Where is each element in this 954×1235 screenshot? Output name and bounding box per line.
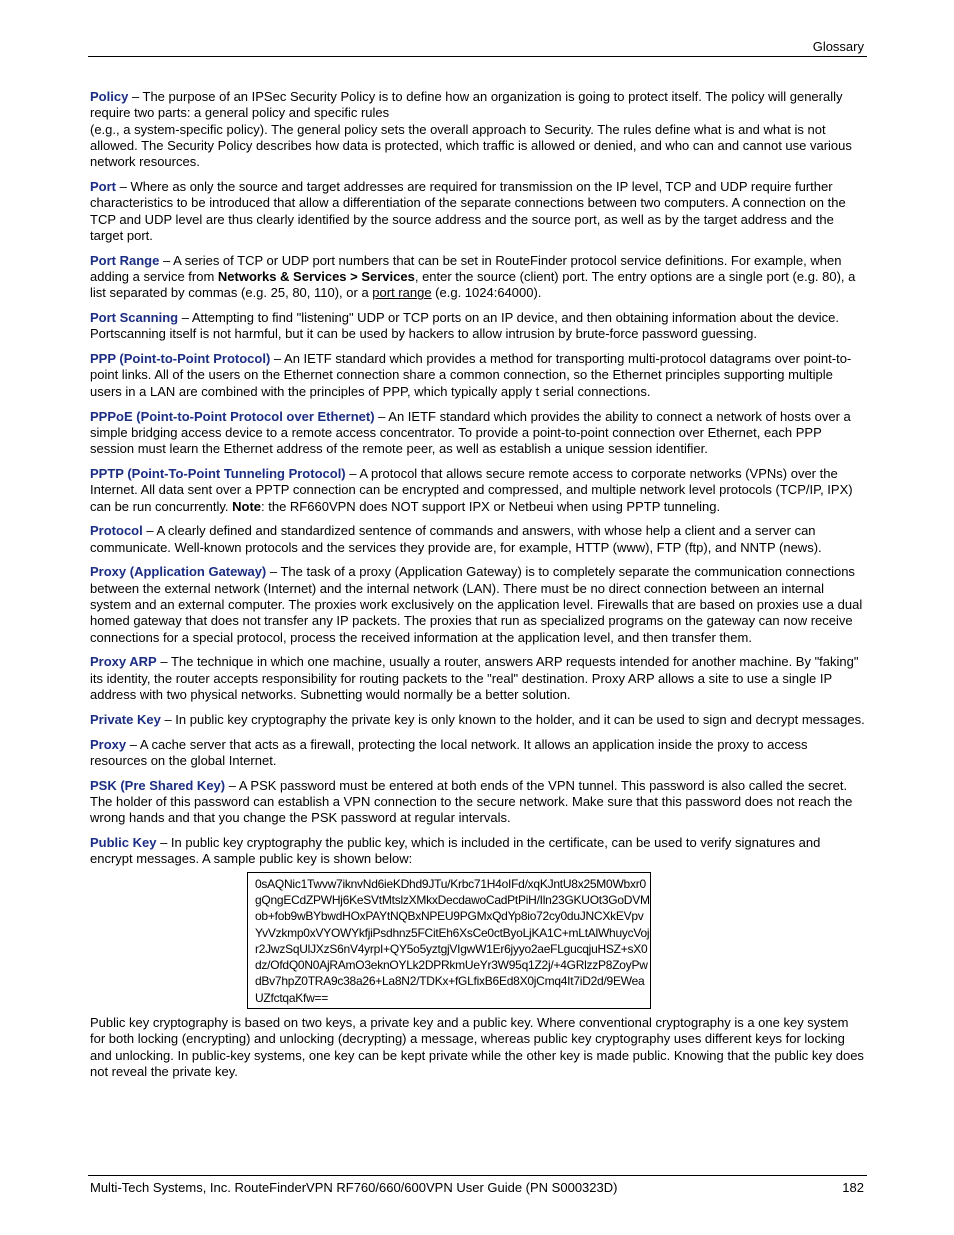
term-ppp: PPP (Point-to-Point Protocol) — [90, 351, 271, 367]
definition-text: – Where as only the source and target addresses are required for transmission on the IP level, TCP and UDP require further characteristics to be introduced that allow a differentiation of the separate connections between two computers. A connection on the TCP and UDP level are thus clearly identified by the source address and the source port, as well as by the target address and the target port. — [90, 178, 846, 243]
term-pppoe: PPPoE (Point-to-Point Protocol over Ethernet) — [90, 408, 375, 424]
key-line: UZfctqaKfw== — [255, 990, 329, 1005]
page-number: 182 — [842, 1180, 864, 1195]
term-port-scanning: Port Scanning — [90, 310, 179, 326]
entry-ppp — [90, 351, 866, 400]
key-line: r2JwzSqUlJXzS6nV4yrpI+QY5o5yztgjVIgwW1Er6jyyo2aeFLgucqjuHSZ+sX0 — [255, 941, 648, 956]
entry-port — [90, 179, 866, 244]
definition-text: , enter the source (client) port. The entry options are a single port (e.g. 80), a list separated by commas (e.g. 25, 80, 110), or a — [90, 268, 856, 301]
term-psk: PSK (Pre Shared Key) — [90, 777, 226, 793]
entry-private-key — [90, 712, 866, 728]
header-divider — [88, 56, 867, 57]
entry-policy — [90, 89, 866, 170]
term-protocol: Protocol — [90, 523, 143, 539]
definition-text: – A PSK password must be entered at both ends of the VPN tunnel. This password is also called the secret. The holder of this password can establish a VPN connection to the secure network. Make sure that this password does not reach the wrong hands and that you change the PSK password at regular intervals. — [90, 777, 853, 826]
definition-text: – The technique in which one machine, usually a router, answers ARP requests intended for another machine. By "faking" its identity, the router accepts responsibility for routing packets to the "real" destination. Proxy ARP allows a site to use a single IP address with two physical networks. Subnetting would normally be a better solution. — [90, 654, 859, 702]
footer-divider — [88, 1175, 867, 1176]
glossary-content — [90, 89, 866, 1089]
key-line: ob+fob9wBYbwdHOxPAYtNQBxNPEU9PGMxQdYp8io72cy0duJNCXkEVpv — [255, 909, 644, 924]
definition-text: – An IETF standard which provides a method for transporting multi-protocol datagrams over point-to-point links. All of the users on the Ethernet connection share a common connection, so the Ethernet principles supporting multiple users in a LAN are combined with the principles of PPP, which typically apply t serial connections. — [90, 351, 852, 399]
definition-text: – In public key cryptography the private key is only known to the holder, and it can be used to sign and decrypt messages. — [160, 711, 865, 727]
definition-text: – A protocol that allows secure remote access to corporate networks (VPNs) over the Internet. All data sent over a PPTP connection can be encrypted and compressed, and multiple network level protocols (TCP/IP, IPX) can be run concurrently. — [90, 465, 853, 514]
entry-port-range — [90, 253, 866, 302]
entry-psk — [90, 778, 866, 827]
definition-text: : the RF660VPN does NOT support IPX or Netbeui when using PPTP tunneling. — [261, 498, 721, 514]
menu-path: Networks & Services > Services — [217, 268, 415, 284]
definition-text: – In public key cryptography the public key, which is included in the certificate, can be used to verify signatures and encrypt messages. A sample public key is shown below: — [90, 835, 821, 867]
entry-proxy-application-gateway — [90, 564, 866, 645]
entry-port-scanning — [90, 310, 866, 343]
term-pptp: PPTP (Point-To-Point Tunneling Protocol) — [90, 465, 346, 481]
definition-text: – A clearly defined and standardized sentence of commands and answers, with whose help a client and a server can communicate. Well-known protocols and the services they provide are, for example, HTTP (www), FTP (ftp), and NNTP (news). — [90, 523, 822, 555]
term-public-key: Public Key — [90, 835, 157, 851]
term-proxy: Proxy — [90, 736, 127, 752]
term-proxy-arp: Proxy ARP — [90, 654, 157, 670]
sample-public-key-box — [247, 872, 651, 1009]
definition-text: (e.g. 1024:64000). — [431, 285, 542, 301]
definition-text: – A cache server that acts as a firewall, protecting the local network. It allows an application inside the proxy to access resources on the global Internet. — [90, 736, 808, 768]
term-proxy-application-gateway: Proxy (Application Gateway) — [90, 564, 267, 580]
entry-public-key — [90, 835, 866, 868]
entry-protocol — [90, 523, 866, 556]
port-range-link[interactable]: port range — [372, 285, 432, 301]
definition-text: – The task of a proxy (Application Gateway) is to completely separate the communication connections between the external network (Internet) and the internal network (LAN). There must be no direct connection between an internal system and an external computer. The proxies work exclusively on the application level. Firewalls that are based on proxies use a dual homed gateway that does not transfer any IP packets. The proxies that run as specialized programs on the gateway can now receive connections for a special protocol, process the received information at the application level, and then transfer them. — [90, 564, 863, 645]
key-line: YvVzkmp0xVYOWYkfjiPsdhnz5FCitEh6XsCe0ctByoLjKA1C+mLtAlWhuycVoj — [255, 925, 650, 940]
public-key-explanation: Public key cryptography is based on two keys, a private key and a public key. Where conventional cryptography is a one key system for both locking (encrypting) and unlocking (decrypting) a message, whereas public key cryptography uses different keys for locking and unlocking. In public-key systems, one key can be kept private while the other key is made public. Knowing that the public key does not reveal the private key. — [90, 1015, 864, 1079]
entry-pppoe — [90, 409, 866, 458]
term-private-key: Private Key — [90, 711, 161, 727]
term-port: Port — [90, 178, 116, 194]
definition-text: – The purpose of an IPSec Security Policy is to define how an organization is going to protect itself. The policy will generally require two parts: a general policy and specific rules — [90, 89, 843, 121]
entry-proxy-arp — [90, 654, 866, 703]
definition-text: (e.g., a system-specific policy). The general policy sets the overall approach to Security. The rules define what is and what is not allowed. The Security Policy describes how data is protected, which traffic is allowed or denied, and who can and cannot use various network resources. — [90, 121, 852, 170]
footer-document-title: Multi-Tech Systems, Inc. RouteFinderVPN RF760/660/600VPN User Guide (PN S000323D) — [90, 1180, 618, 1195]
entry-proxy — [90, 737, 866, 770]
definition-text: – Attempting to find "listening" UDP or TCP ports on an IP device, and then obtaining information about the device. Portscanning itself is not harmful, but it can be used by hackers to allow intrusion by brute-force password guessing. — [90, 310, 839, 342]
key-line: 0sAQNic1Twvw7iknvNd6ieKDhd9JTu/Krbc71H4oIFd/xqKJntU8x25M0Wbxr0 — [255, 876, 646, 891]
definition-text: – A series of TCP or UDP port numbers that can be set in RouteFinder protocol service definitions. For example, when adding a service from — [90, 252, 842, 284]
note-label: Note — [232, 498, 262, 514]
term-policy: Policy — [90, 89, 129, 104]
term-port-range: Port Range — [90, 252, 160, 268]
running-header: Glossary — [812, 39, 864, 54]
key-line: dz/OfdQ0N0AjRAmO3eknOYLk2DPRkmUeYr3W95q1Z2j/+4GRlzzP8ZoyPw — [255, 958, 648, 973]
key-line: gQngECdZPWHj6KeSVtMtslzXMkxDecdawoCadPtPiH/Iln23GKUOt3GoDVM — [255, 892, 650, 907]
definition-text: – An IETF standard which provides the ability to connect a network of hosts over a simple bridging access device to a remote access concentrator. To provide a point-to-point connection over Ethernet, each PPP session must learn the Ethernet address of the remote peer, as well as establish a unique session identifier. — [90, 408, 851, 457]
key-line: dBv7hpZ0TRA9c38a26+La8N2/TDKx+fGLfixB6Ed8X0jCmq4It7iD2d/9EWea — [255, 974, 645, 989]
entry-pptp — [90, 466, 866, 515]
